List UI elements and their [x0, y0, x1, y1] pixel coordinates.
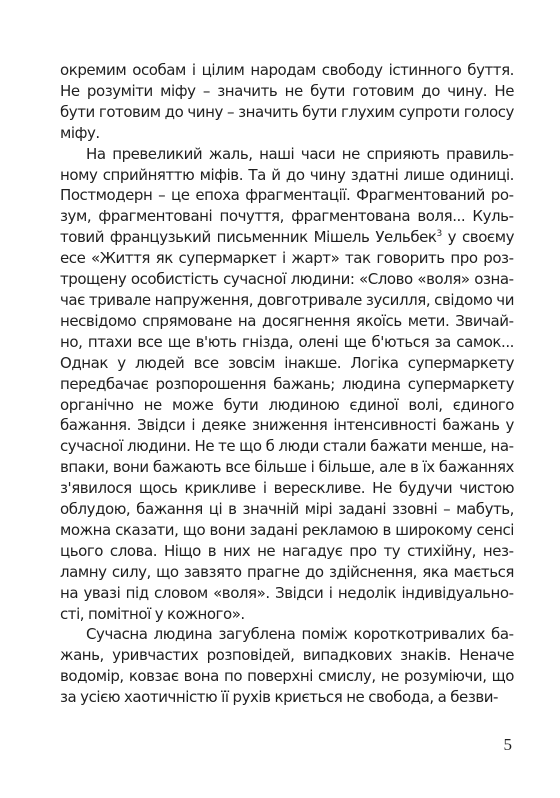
paragraph-2-text-before: На превеликий жаль, наші часи не сприяють правильному сприйняттю міфів. Та й до чину здатні лише одиниці. Постмодерн – це епоха фрагментації. Фрагментований розум, фрагментовані почуття, фрагментована воля... Культовий французький письменник Мішель Уельбек: [60, 144, 514, 247]
paragraph-2-text-after: у своєму есе «Життя як супермаркет і жарт» так говорить про розтрощену особистість сучасної людини: «Слово «воля» означає тривале напруження, довготривале зусилля, свідомо чи несвідомо спрямоване на досягнення якоїсь мети. Звичайно, птахи все ще в'ють гнізда, олені ще б'ються за самок... Однак у людей все зовсім інакше. Логіка супермаркету передбачає розпорошення бажань; людина супермаркету органічно не може бути людиною єдиної волі, єдиного бажання. Звідси і деяке зниження інтенсивності бажань у сучасної людини. Не те що б люди стали бажати менше, навпаки, вони бажають все більше і більше, але в їх бажаннях з'явилося щось крикливе і верескливе. Не будучи чистою облудою, бажання ці в значній мірі задані ззовні – мабуть, можна сказати, що вони задані рекламою в широкому сенсі цього слова. Ніщо в них не нагадує про ту стихійну, незламну силу, що завзято прагне до здійснення, яка мається на увазі під словом «воля». Звідси і недолік індивідуальності, помітної у кожного».: [60, 228, 514, 623]
paragraph-2: [60, 144, 514, 625]
paragraph-1: окремим особам і цілим народам свободу істинного буття. Не розуміти міфу – значить не бути готовим до чину. Не бути готовим до чину – значить бути глухим супроти голосу міфу.: [60, 61, 514, 142]
paragraph-3: Сучасна людина загублена поміж короткотривалих бажань, уривчастих розповідей, випадкових знаків. Неначе водомір, ковзає вона по поверхні смислу, не розуміючи, що за усією хаотичністю її рухів криється не свобода, а безви-: [60, 625, 514, 707]
footnote-marker: 3: [436, 229, 442, 240]
page-content: [60, 60, 514, 708]
page-number: 5: [503, 735, 512, 754]
